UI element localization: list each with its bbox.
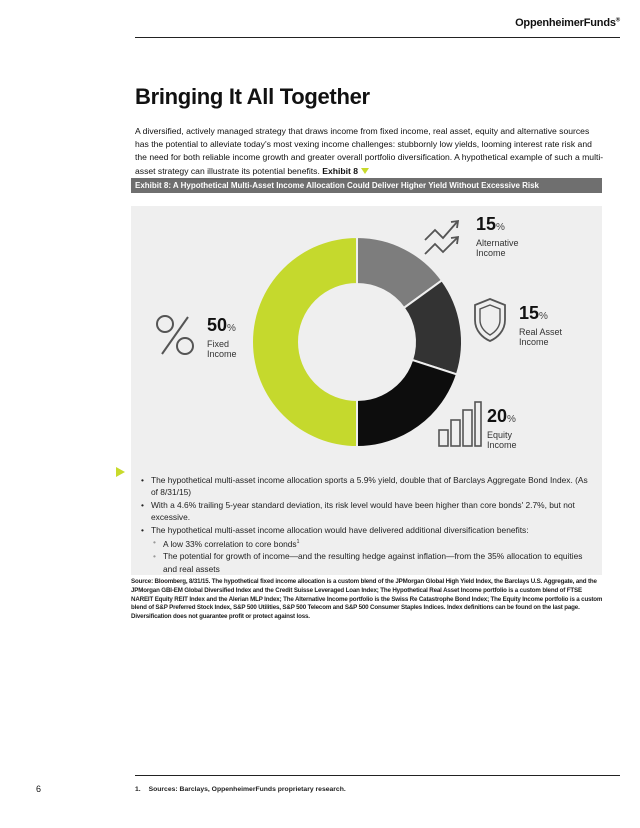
alternative-income-name-1: Alternative — [476, 238, 519, 248]
sub-list — [151, 536, 594, 575]
footer-rule — [135, 775, 620, 776]
page-title: Bringing It All Together — [135, 84, 370, 109]
list-item: • The hypothetical multi-asset income allocation would have delivered additional diversification benefits: • A low 33% correlation to core bonds$^1$ • The potential for growth of income—and the resulting hedge against inflation—from the 35% allocation to equities and real assets — [139, 524, 594, 575]
brand-logo: OppenheimerFunds® — [515, 17, 620, 29]
equity-income-name-1: Equity — [487, 430, 513, 440]
equity-income-label: 20% Equity Income — [487, 406, 517, 450]
equity-income-name-2: Income — [487, 440, 517, 450]
key-points-list — [139, 474, 594, 575]
intro-text: A diversified, actively managed strategy that draws income from fixed income, real asset, equity and alternative sources has the potential to alleviate today's most vexing income challenges: stubbornly low yields, looming interest rate risk and the need for both reliable income growth and greater overall portfolio diversification. A hypothetical example of such a multi-asset strategy can illustrate its potential benefits. — [135, 126, 604, 176]
down-triangle-icon — [361, 168, 369, 174]
real-asset-income-label: 15% Real Asset Income — [519, 303, 563, 347]
shield-icon — [471, 296, 509, 344]
footnote-text: Sources: Barclays, OppenheimerFunds proprietary research. — [148, 786, 346, 793]
footnote-number: 1. — [135, 786, 141, 793]
header-rule — [135, 37, 620, 38]
fixed-income-name-1: Fixed — [207, 339, 230, 349]
list-item: • The potential for growth of income—and the resulting hedge against inflation—from the 35% allocation to equities and real assets — [151, 550, 594, 575]
source-note: Source: Bloomberg, 8/31/15. The hypothetical fixed income allocation is a custom blend of the JPMorgan Global High Yield Index, the Barclays U.S. Aggregate, and the JPMorgan GBI-EM Global Diversified Index and the Credit Suisse Leveraged Loan Index; The Hypothetical Real Asset Income portfolio is a custom blend of FTSE NAREIT Equity REIT Index and the Alerian MLP Index; The Alternative Income portfolio is the Swiss Re Catastrophe Bond Index; The Equity Income portfolio is a custom blend of S&P Preferred Stock Index, S&P 500 Utilities, S&P 500 Telecom and S&P 500 Consumer Staples Indices. Index definitions can be found on the last page. Diversification does not guarantee profit or protect against loss. — [131, 578, 603, 621]
equity-income-value: 20 — [487, 406, 508, 426]
page-number: 6 — [36, 784, 42, 794]
real-asset-income-value: 15 — [519, 303, 540, 323]
footnote — [135, 786, 346, 793]
alternative-income-name-2: Income — [476, 248, 506, 258]
percent-icon — [155, 314, 195, 356]
list-item: • With a 4.6% trailing 5-year standard deviation, its risk level would have been higher than core bonds' 2.7%, but not excessive. — [139, 499, 594, 524]
fixed-income-name-2: Income — [207, 349, 237, 359]
exhibit-title-bar: Exhibit 8: A Hypothetical Multi-Asset Income Allocation Could Deliver Higher Yield Without Excessive Risk — [131, 178, 602, 193]
fixed-income-value: 50 — [207, 315, 228, 335]
fixed-income-label: 50% Fixed Income — [207, 315, 237, 359]
trend-arrows-icon — [423, 218, 469, 258]
list-item: • The hypothetical multi-asset income allocation sports a 5.9% yield, double that of Barclays Aggregate Bond Index. (As of 8/31/15) — [139, 474, 594, 499]
bar-chart-icon — [437, 400, 483, 448]
lime-arrow-icon — [116, 467, 125, 477]
alternative-income-value: 15 — [476, 214, 497, 234]
intro-paragraph — [135, 125, 605, 178]
slice-fixed-income — [252, 237, 357, 447]
alternative-income-label: 15% Alternative Income — [476, 214, 519, 258]
real-asset-income-name-2: Income — [519, 337, 549, 347]
exhibit-ref: Exhibit 8 — [322, 165, 359, 176]
list-item: • A low 33% correlation to core bonds$^1$ — [151, 536, 594, 550]
real-asset-income-name-1: Real Asset — [519, 327, 563, 337]
